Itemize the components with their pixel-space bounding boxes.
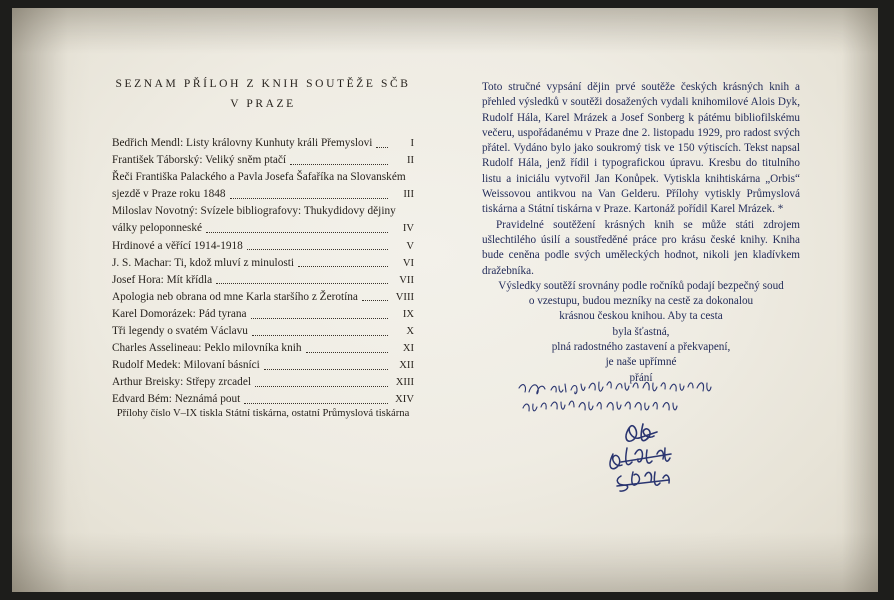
page-edge-shadow bbox=[842, 8, 878, 592]
list-item bbox=[112, 375, 414, 391]
dot-leader bbox=[362, 294, 388, 301]
list-item-label: František Táborský: Veliký sněm ptačí bbox=[112, 154, 287, 167]
signature-hala bbox=[610, 448, 671, 469]
dot-leader bbox=[216, 277, 388, 284]
list-item-label: Apologia neb obrana od mne Karla staršího z Žerotína bbox=[112, 290, 358, 303]
closing-line-6: je naše upřímné bbox=[605, 356, 677, 369]
book-page bbox=[12, 8, 878, 592]
signature-dyk bbox=[626, 424, 657, 441]
page-bottom-shadow bbox=[12, 532, 878, 592]
list-item bbox=[112, 136, 414, 152]
list-item bbox=[112, 324, 414, 340]
dot-leader bbox=[251, 312, 388, 319]
dot-leader bbox=[247, 243, 388, 250]
dot-leader bbox=[264, 363, 388, 370]
list-item-label: Bedřich Mendl: Listy královny Kunhuty králi Přemyslovi bbox=[112, 137, 373, 149]
list-item-number: XII bbox=[399, 360, 414, 372]
list-item-label: J. S. Machar: Ti, kdož mluví z minulosti bbox=[112, 256, 295, 269]
dedication-line-2-ink bbox=[523, 401, 677, 411]
list-item-label: Josef Hora: Mít křídla bbox=[112, 273, 213, 286]
list-item-number: III bbox=[403, 189, 414, 201]
list-item-number: X bbox=[406, 326, 414, 338]
closing-line-5: plná radostného zastavení a překvapení, bbox=[551, 341, 731, 354]
list-item-label: Hrdinové a věřící 1914-1918 bbox=[112, 239, 243, 252]
list-item-number: XIII bbox=[395, 377, 414, 389]
list-item-label: Tři legendy o svatém Václavu bbox=[112, 325, 248, 338]
handwritten-signature-block bbox=[517, 376, 747, 496]
list-item-label-line2: sjezdě v Praze roku 1848 bbox=[112, 188, 226, 201]
dot-leader bbox=[252, 329, 388, 336]
list-item-continuation bbox=[112, 221, 414, 237]
supplement-list-title: SEZNAM PŘÍLOH Z KNIH SOUTĚŽE SČB V PRAZE bbox=[115, 78, 411, 110]
colophon-paragraph-2: Pravidelné soutěžení krásných knih se může státi zdrojem ušlechtilého úsilí a soustředěné práce pro krásu české knihy. Kniha bude ceněna podle svých uměleckých hodnot, nikoli jen kladívkem dražebníka. bbox=[482, 218, 800, 277]
list-item bbox=[112, 239, 414, 255]
list-item bbox=[112, 204, 414, 220]
closing-line-2: o vzestupu, budou mezníky na cestě za dokonalou bbox=[528, 295, 754, 308]
list-item bbox=[112, 273, 414, 289]
list-item-number: XIV bbox=[395, 394, 414, 406]
list-item bbox=[112, 256, 414, 272]
list-item-number: VII bbox=[399, 274, 414, 286]
signature-sonberg bbox=[617, 472, 669, 491]
list-item-number: VIII bbox=[395, 291, 414, 303]
dot-leader bbox=[255, 380, 388, 387]
dot-leader bbox=[290, 158, 388, 165]
list-item bbox=[112, 153, 414, 169]
page-gutter-shadow bbox=[12, 8, 92, 592]
list-item-label-line2: války peloponneské bbox=[112, 222, 203, 235]
list-item-label: Miloslav Novotný: Svízele bibliografovy: Thukydidovy dějiny bbox=[112, 205, 396, 218]
list-item-label: Edvard Bém: Neznámá pout bbox=[112, 393, 241, 406]
closing-line-7: přání bbox=[629, 371, 653, 384]
dedication-line-1-ink bbox=[519, 382, 711, 394]
dot-leader bbox=[298, 260, 388, 267]
supplement-list-column bbox=[112, 74, 414, 410]
list-item-number: I bbox=[410, 138, 414, 149]
list-item-number: XI bbox=[402, 343, 414, 355]
list-item bbox=[112, 290, 414, 306]
list-item bbox=[112, 170, 414, 186]
list-item-label: Řeči Františka Palackého a Pavla Josefa Šafaříka na Slovanském bbox=[112, 171, 406, 184]
dot-leader bbox=[244, 397, 388, 404]
closing-line-1: Výsledky soutěží srovnány podle ročníků podají bezpečný soud bbox=[498, 279, 784, 292]
list-item-number: VI bbox=[402, 257, 414, 269]
list-item-number: IX bbox=[402, 308, 414, 320]
list-item-label: Rudolf Medek: Milovaní básníci bbox=[112, 359, 260, 372]
closing-line-3: krásnou českou knihou. Aby ta cesta bbox=[559, 310, 723, 323]
colophon-paragraph-1: Toto stručné vypsání dějin prvé soutěže českých krásných knih a přehled výsledků v soutěži dosažených vydali knihomilové Alois Dyk, Rudolf Hála, Karel Mrázek a Josef Sonberg k pátému bibliofilskému večeru, uspořádanému v Praze dne 2. listopadu 1929, pro radost svých přátel. Vydáno bylo jako soukromý tisk ve 150 výtiscích. Tekst napsal Rudolf Hála, jenž řídil i typografickou úpravu. Kresbu do titulního listu a iniciálu vytvořil Jan Konůpek. Vytiskla knihtiskárna „Orbis“ Weissovou antikvou na Van Gelderu. Přílohy vytiskly Průmyslová tiskárna a Státní tiskárna v Praze. Kartonáž pořídil Karel Mrázek. * bbox=[482, 81, 800, 216]
list-item-number: II bbox=[406, 155, 414, 167]
page-top-shadow bbox=[12, 8, 878, 54]
dot-leader bbox=[376, 141, 388, 148]
list-item-continuation bbox=[112, 187, 414, 203]
dot-leader bbox=[230, 192, 388, 199]
colophon-column bbox=[482, 80, 800, 386]
closing-line-4: byla šťastná, bbox=[612, 325, 670, 338]
list-item-number: V bbox=[406, 240, 414, 252]
printer-footnote: Přílohy číslo V–IX tiskla Státní tiskárna, ostatní Průmyslová tiskárna bbox=[116, 408, 410, 419]
list-item-number: IV bbox=[402, 223, 414, 235]
list-item-label: Karel Domorázek: Pád tyrana bbox=[112, 307, 247, 320]
list-item bbox=[112, 307, 414, 323]
dot-leader bbox=[206, 226, 388, 233]
list-item bbox=[112, 341, 414, 357]
list-item-label: Arthur Breisky: Střepy zrcadel bbox=[112, 376, 251, 389]
list-item-label: Charles Asselineau: Peklo milovníka knih bbox=[112, 342, 302, 355]
dot-leader bbox=[306, 346, 388, 353]
list-item bbox=[112, 358, 414, 374]
